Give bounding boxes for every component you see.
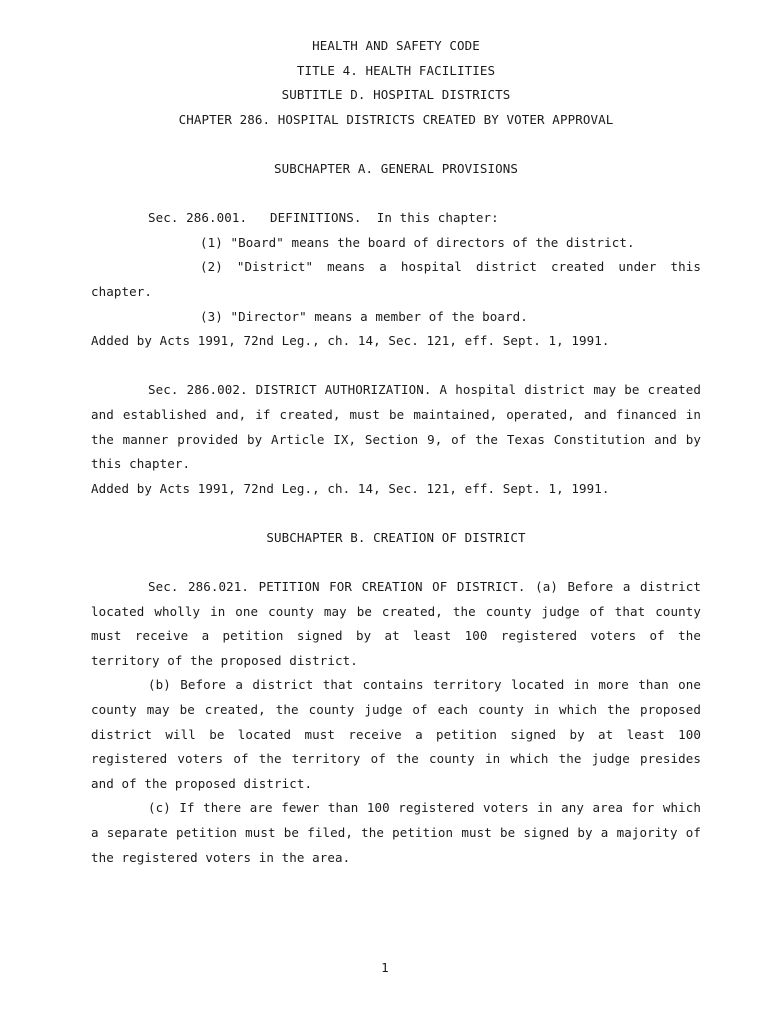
subchapter-b-heading: SUBCHAPTER B. CREATION OF DISTRICT	[266, 529, 526, 545]
subtitle-heading: SUBTITLE D. HOSPITAL DISTRICTS	[281, 87, 511, 103]
definition-item-3: (3) "Director" means a member of the board.	[200, 308, 528, 324]
section-286-001-intro: Sec. 286.001. DEFINITIONS. In this chapter:	[148, 210, 499, 226]
page-number: 1	[381, 960, 389, 975]
section-286-021-subsection-a: Sec. 286.021. PETITION FOR CREATION OF DISTRICT. (a) Before a district located wholly in one county may be created, the county judge of that county must receive a petition signed by at least 100 registered voters of the territory of the proposed district.	[91, 579, 701, 668]
title-heading: TITLE 4. HEALTH FACILITIES	[296, 62, 496, 78]
definition-item-2: (2) "District" means a hospital district created under this chapter.	[91, 259, 701, 299]
section-286-002-text: Sec. 286.002. DISTRICT AUTHORIZATION. A hospital district may be created and established and, if created, must be maintained, operated, and financed in the manner provided by Article IX, Section 9, of the Texas Constitution and by this chapter.	[91, 382, 701, 472]
section-286-021-subsection-b: (b) Before a district that contains territory located in more than one county may be created, the county judge of each county in which the proposed district will be located must receive a petition signed by at least 100 registered voters of the territory of the county in which the judge presides and of the proposed district.	[91, 677, 701, 791]
subchapter-a-heading: SUBCHAPTER A. GENERAL PROVISIONS	[273, 160, 519, 176]
history-note: Added by Acts 1991, 72nd Leg., ch. 14, Sec. 121, eff. Sept. 1, 1991.	[91, 480, 610, 496]
chapter-heading: CHAPTER 286. HOSPITAL DISTRICTS CREATED BY VOTER APPROVAL	[178, 111, 614, 127]
section-286-021-subsection-c: (c) If there are fewer than 100 registered voters in any area for which a separate petition must be filed, the petition must be signed by a majority of the registered voters in the area.	[91, 800, 701, 865]
code-heading: HEALTH AND SAFETY CODE	[312, 38, 480, 53]
definition-item-1: (1) "Board" means the board of directors of the district.	[200, 234, 635, 250]
history-note: Added by Acts 1991, 72nd Leg., ch. 14, Sec. 121, eff. Sept. 1, 1991.	[91, 333, 610, 349]
